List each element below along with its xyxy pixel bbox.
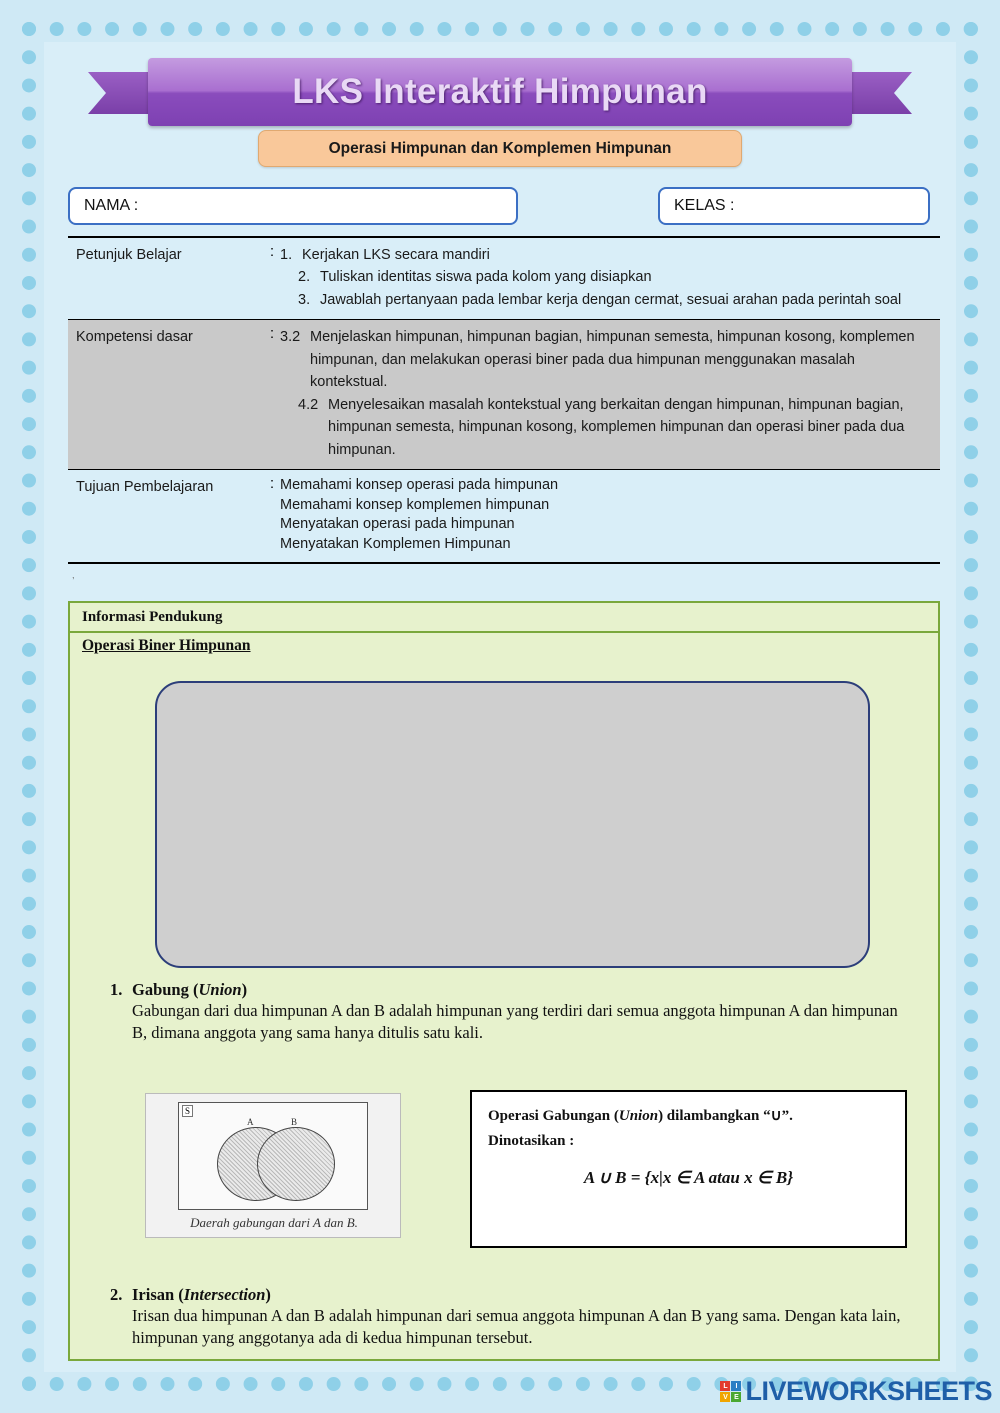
nama-input-field[interactable]	[68, 187, 518, 225]
notation-line-1-italic: Union	[618, 1108, 659, 1124]
notation-line-2: Dinotasikan :	[488, 1133, 575, 1149]
row-label: Kompetensi dasar	[76, 329, 193, 346]
list-item-number: 3.	[298, 291, 311, 308]
item-title-main: Irisan (	[132, 1285, 184, 1304]
panel-heading-text: Informasi Pendukung	[82, 608, 223, 625]
badge-letter-l: L	[720, 1381, 730, 1391]
item-heading	[100, 1285, 920, 1305]
list-item-number: 4.2	[298, 396, 319, 413]
list-item	[280, 266, 932, 288]
list-item-number: 3.2	[280, 329, 301, 346]
notation-line-1-post: ) dilambangkan “∪”.	[658, 1108, 793, 1124]
table-row	[68, 470, 940, 562]
row-content	[280, 320, 940, 469]
list-item	[280, 244, 932, 266]
liveworksheets-wordmark: LIVEWORKSHEETS	[745, 1376, 992, 1406]
badge-letter-e: E	[731, 1392, 741, 1402]
list-item: Memahami konsep komplemen himpunan	[280, 496, 550, 513]
list-item-number: 1.	[280, 247, 293, 263]
banner-plate	[148, 58, 852, 126]
item-number: 2.	[110, 1285, 123, 1304]
row-colon: :	[270, 326, 275, 343]
panel-subheading-text: Operasi Biner Himpunan	[82, 637, 251, 654]
venn-circle-b	[257, 1127, 335, 1201]
venn-universe-label: S	[182, 1105, 193, 1117]
title-banner	[60, 58, 940, 126]
row-label: Petunjuk Belajar	[76, 247, 182, 263]
list-item	[280, 394, 932, 461]
list-item: Memahami konsep operasi pada himpunan	[280, 477, 559, 494]
item-title-italic: Intersection	[183, 1285, 266, 1304]
item-number: 1.	[110, 980, 123, 999]
liveworksheets-footer[interactable]	[720, 1376, 992, 1407]
stray-mark: ,	[72, 570, 75, 580]
row-label: Tujuan Pembelajaran	[76, 479, 214, 496]
item-title-italic: Union	[198, 980, 242, 999]
subtitle-text: Operasi Himpunan dan Komplemen Himpunan	[328, 139, 672, 157]
venn-set-a-label: A	[247, 1117, 254, 1127]
item-title-end: )	[265, 1285, 271, 1304]
panel-heading	[70, 603, 938, 633]
list-item-text: Jawablah pertanyaan pada lembar kerja dengan cermat, sesuai arahan pada perintah soal	[320, 291, 902, 308]
info-table	[68, 236, 940, 564]
item-title	[132, 980, 247, 1000]
embedded-video-placeholder[interactable]	[155, 681, 870, 968]
badge-letter-i: I	[731, 1381, 741, 1391]
notation-line-1	[488, 1106, 889, 1125]
panel-subheading	[70, 633, 938, 655]
liveworksheets-logo-icon	[720, 1381, 741, 1402]
list-item-text: Kerjakan LKS secara mandiri	[302, 247, 490, 263]
list-item-text: Menjelaskan himpunan, himpunan bagian, himpunan semesta, himpunan kosong, komplemen himpunan, dan melakukan operasi biner pada dua himpunan menggunakan masalah kontekstual.	[310, 329, 915, 391]
item-title-end: )	[241, 980, 248, 999]
venn-universe-rect	[178, 1102, 368, 1210]
page-title: LKS Interaktif Himpunan	[292, 72, 708, 111]
list-item	[280, 289, 932, 311]
list-item: Menyatakan operasi pada himpunan	[280, 516, 515, 533]
row-content	[280, 238, 940, 319]
venn-diagram-figure	[145, 1093, 401, 1238]
item-title	[132, 1285, 271, 1305]
notation-box	[470, 1090, 907, 1248]
venn-caption: Daerah gabungan dari A dan B.	[190, 1215, 358, 1230]
row-colon: :	[270, 476, 275, 493]
table-row	[68, 319, 940, 470]
kelas-input-field[interactable]	[658, 187, 930, 225]
kelas-label: KELAS :	[674, 197, 735, 214]
venn-set-b-label: B	[291, 1117, 298, 1127]
subtitle-pill	[258, 130, 742, 167]
list-item	[100, 980, 900, 1045]
list-item	[280, 326, 932, 393]
item-title-main: Gabung (	[132, 980, 199, 999]
list-item	[100, 1285, 920, 1350]
nama-label: NAMA :	[84, 197, 139, 214]
badge-letter-v: V	[720, 1392, 730, 1402]
notation-formula: A ∪ B = {x|x ∈ A atau x ∈ B}	[583, 1168, 794, 1187]
row-content	[280, 470, 940, 562]
list-item-text: Menyelesaikan masalah kontekstual yang berkaitan dengan himpunan, himpunan bagian, himpunan semesta, himpunan kosong, komplemen himpunan dan operasi biner pada dua himpunan.	[328, 396, 905, 458]
list-item-number: 2.	[298, 269, 311, 286]
row-colon: :	[270, 244, 275, 260]
list-item-text: Tuliskan identitas siswa pada kolom yang disiapkan	[320, 269, 652, 286]
list-item: Menyatakan Komplemen Himpunan	[280, 535, 511, 552]
item-body: Gabungan dari dua himpunan A dan B adalah himpunan yang terdiri dari semua anggota himpunan A dan himpunan B, dimana anggota yang sama hanya ditulis satu kali.	[132, 1001, 898, 1043]
item-body: Irisan dua himpunan A dan B adalah himpunan dari semua anggota himpunan A dan B yang sama. Dengan kata lain, himpunan yang anggotanya ada di kedua himpunan tersebut.	[132, 1306, 901, 1348]
item-heading	[100, 980, 900, 1000]
table-row	[68, 238, 940, 319]
notation-line-1-pre: Operasi Gabungan (	[488, 1108, 619, 1124]
